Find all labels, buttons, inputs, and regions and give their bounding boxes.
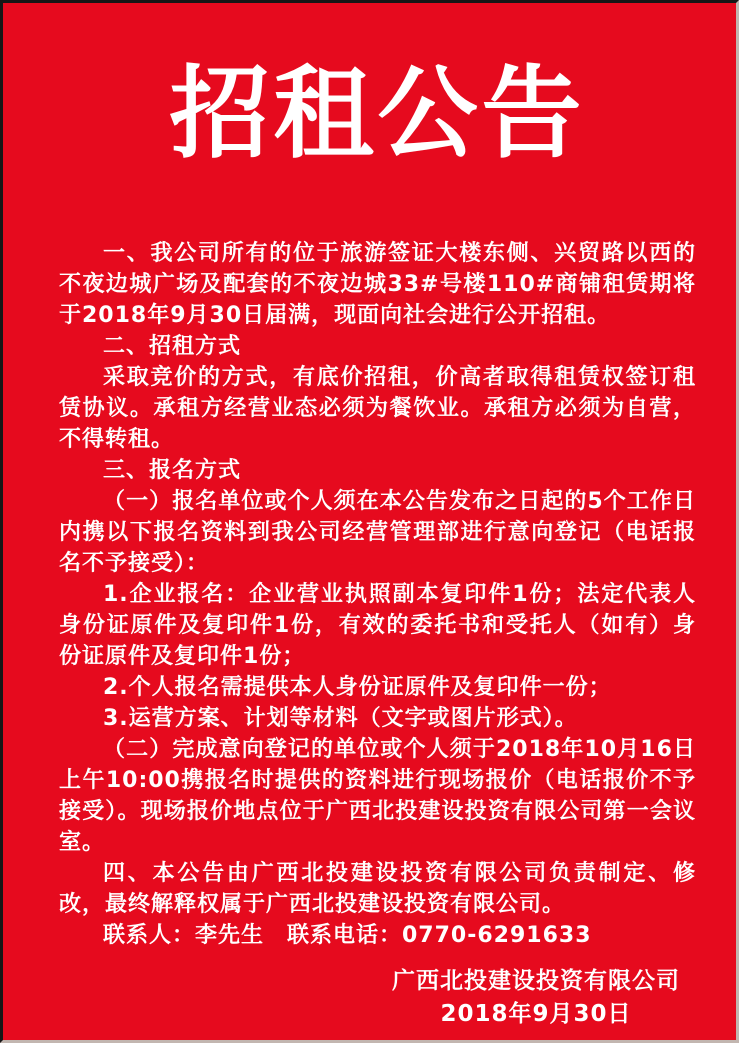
section-2-heading: 二、招租方式 (103, 334, 242, 359)
signature-date: 2018年9月30日 (440, 1001, 632, 1027)
para-company-materials: 1.企业报名：企业营业执照副本复印件1份；法定代表人身份证原件及复印件1份，有效的委托书和受托人（如有）身份证原件及复印件1份； (59, 582, 696, 669)
notice-title: 招租公告 (169, 54, 586, 172)
para-personal-materials: 2.个人报名需提供本人身份证原件及复印件一份； (103, 675, 612, 700)
para-registration: （一）报名单位或个人须在本公告发布之日起的5个工作日内携以下报名资料到我公司经营管理部进行意向登记（电话报名不予接受）： (59, 489, 696, 576)
signature-block (392, 965, 680, 1031)
section-3-heading: 三、报名方式 (103, 458, 242, 483)
section-2-body: 采取竞价的方式，有底价招租，价高者取得租赁权签订租赁协议。承租方经营业态必须为餐饮业。承租方必须为自营，不得转租。 (59, 365, 696, 452)
para-final-interpretation: 四、本公告由广西北投建设投资有限公司负责制定、修改，最终解释权属于广西北投建设投资有限公司。 (59, 861, 696, 917)
para-contact: 联系人：李先生 联系电话：0770-6291633 (103, 923, 592, 948)
para-plan-materials: 3.运营方案、计划等材料（文字或图片形式）。 (103, 706, 578, 731)
para-intro: 一、我公司所有的位于旅游签证大楼东侧、兴贸路以西的不夜边城广场及配套的不夜边城33#号楼110#商铺租赁期将于2018年9月30日届满，现面向社会进行公开招租。 (59, 241, 696, 328)
signature-company: 广西北投建设投资有限公司 (392, 968, 680, 994)
notice-body (59, 238, 696, 951)
para-bidding: （二）完成意向登记的单位或个人须于2018年10月16日上午10:00携报名时提供的资料进行现场报价（电话报价不予接受）。现场报价地点位于广西北投建设投资有限公司第一会议室。 (59, 737, 696, 855)
